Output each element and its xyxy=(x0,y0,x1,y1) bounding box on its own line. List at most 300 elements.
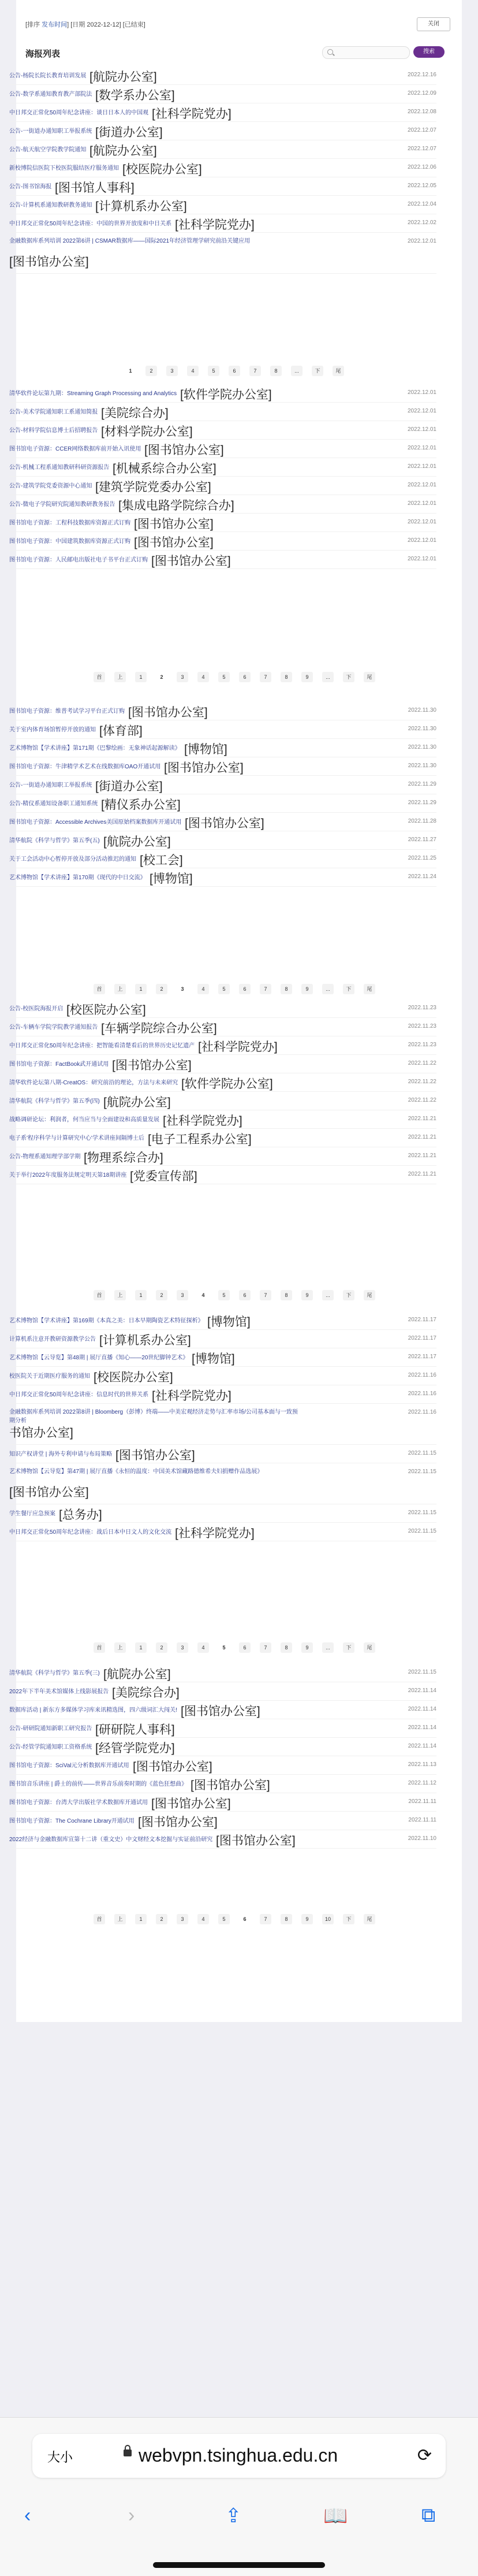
item-department: [精仪系办公室] xyxy=(101,798,181,812)
address-bar[interactable] xyxy=(32,2434,446,2478)
close-button[interactable]: 关闭 xyxy=(417,17,450,31)
list-item[interactable] xyxy=(9,551,436,569)
share-icon[interactable]: ⇪ xyxy=(225,2505,242,2527)
page-button[interactable]: 5 xyxy=(208,366,219,376)
item-title-link[interactable]: 图书馆电子资源：人民邮电出版社电子书平台正式订购 xyxy=(9,557,148,563)
item-title-link[interactable]: 中日邦交正常化50周年纪念讲座：中国的世界开放度和中日关系 xyxy=(9,221,172,227)
item-title-link[interactable]: 图书馆电子资源：中国建筑数据库资源正式订购 xyxy=(9,538,130,545)
item-title-link[interactable]: 图书馆电子资源：工程科技数据库资源正式订购 xyxy=(9,520,130,526)
page-button[interactable]: 8 xyxy=(281,1914,292,1924)
page-button[interactable]: 1 xyxy=(135,672,147,682)
page-button[interactable]: 下 xyxy=(343,672,354,682)
back-icon[interactable]: ‹ xyxy=(24,2504,31,2526)
list-item[interactable] xyxy=(9,1348,436,1367)
list-item[interactable] xyxy=(9,532,436,551)
item-date: 2022.11.15 xyxy=(408,1528,436,1534)
item-department: [博物馆] xyxy=(150,872,193,886)
item-department: [图书馆办公室] xyxy=(9,255,89,269)
item-title-link[interactable]: 公告-材料学院信息博士后招聘报告 xyxy=(9,428,98,434)
list-item[interactable] xyxy=(9,1523,436,1541)
list-item[interactable] xyxy=(9,85,436,103)
item-date: 2022.11.15 xyxy=(408,1510,436,1516)
list-item[interactable] xyxy=(9,1129,436,1147)
item-department: [博物馆] xyxy=(184,743,227,756)
item-title-link[interactable]: 公告-经管学院通知职工资格系统 xyxy=(9,1744,92,1750)
item-date: 2022.12.04 xyxy=(407,201,436,207)
item-title-link[interactable]: 艺术博物馆【学术讲座】第170期《现代的中日交流》 xyxy=(9,875,146,881)
page-button[interactable]: 1 xyxy=(135,1914,147,1924)
list-item[interactable] xyxy=(9,177,436,196)
list-item[interactable] xyxy=(9,850,436,868)
page-button[interactable]: 8 xyxy=(281,1642,292,1653)
list-item[interactable] xyxy=(9,1367,436,1385)
sort-by-publish-time-link[interactable]: 发布时间 xyxy=(42,21,68,28)
page-button[interactable]: 4 xyxy=(197,1642,209,1653)
page-button[interactable]: 2 xyxy=(156,1290,167,1300)
list-item[interactable] xyxy=(9,1738,436,1756)
item-title-link[interactable]: 公告-车辆车学院学院教学通知报告 xyxy=(9,1024,98,1031)
page-button[interactable]: 尾 xyxy=(333,366,344,376)
item-department: [图书馆办公室] xyxy=(185,817,264,830)
item-date: 2022.11.15 xyxy=(408,1469,436,1475)
list-item[interactable] xyxy=(9,1719,436,1738)
page-button[interactable]: 2 xyxy=(156,1642,167,1653)
item-date: 2022.11.14 xyxy=(408,1706,436,1712)
item-title-link[interactable]: 中日邦交正常化50周年纪念讲座：战后日本中日文人的文化交流 xyxy=(9,1529,172,1536)
item-date: 2022.11.28 xyxy=(408,818,436,824)
list-item[interactable] xyxy=(9,1036,436,1055)
item-department: [经管学院党办] xyxy=(95,1742,175,1755)
item-department: [航院办公室] xyxy=(103,835,171,849)
list-item[interactable] xyxy=(9,1385,436,1404)
list-item[interactable] xyxy=(9,1404,436,1445)
item-title-link[interactable]: 关于举行2022年度服务法规定明天第18期讲座 xyxy=(9,1172,127,1179)
item-department: [图书馆办公室] xyxy=(112,1059,192,1072)
item-title-link[interactable]: 校医院关于近期医疗服务的通知 xyxy=(9,1373,90,1380)
item-title-link[interactable]: 艺术博物馆【云导览】第48期 | 展厅直播《知心——20世纪脚钟艺术》 xyxy=(9,1355,189,1361)
item-title-link[interactable]: 电子系'程序科学与计算研究中心'学术讲座间隔博士后 xyxy=(9,1135,144,1142)
item-department: [总务办] xyxy=(59,1508,102,1522)
list-item[interactable] xyxy=(9,1445,436,1463)
page-title: 海报列表 xyxy=(25,49,61,59)
item-date: 2022.11.16 xyxy=(408,1372,436,1378)
poster-section xyxy=(9,384,436,569)
page-button[interactable]: 1 xyxy=(125,366,136,376)
item-title-link[interactable]: 公告-建筑学院党委资源中心通知 xyxy=(9,483,92,489)
list-item[interactable] xyxy=(9,196,436,214)
list-item[interactable] xyxy=(9,384,436,403)
item-date: 2022.11.14 xyxy=(408,1743,436,1749)
page-button[interactable]: ... xyxy=(322,1290,334,1300)
item-department: [体育部] xyxy=(99,724,143,738)
item-title-link[interactable]: 公告-校医院海报开启 xyxy=(9,1006,64,1012)
item-title-link[interactable]: 知识产权讲堂 | 海外专利申请与布局策略 xyxy=(9,1451,113,1458)
item-date: 2022.11.22 xyxy=(408,1097,436,1103)
item-title-link[interactable]: 公告-机械工程系通知教研科研资源报告 xyxy=(9,464,110,471)
item-title-link[interactable]: 图书馆电子资源：维普考试学习平台正式订购 xyxy=(9,708,125,715)
item-title-link[interactable]: 图书馆电子资源：台湾大学出版社学术数据库开通试用 xyxy=(9,1800,148,1806)
page-button[interactable]: 3 xyxy=(177,672,188,682)
item-title-link[interactable]: 公告-研研院通知新职工研究报告 xyxy=(9,1726,92,1732)
list-item[interactable] xyxy=(9,214,436,233)
page-button[interactable]: 尾 xyxy=(364,1290,375,1300)
page-button[interactable]: 3 xyxy=(177,1290,188,1300)
list-item[interactable] xyxy=(9,999,436,1018)
list-item[interactable] xyxy=(9,477,436,495)
list-item[interactable] xyxy=(9,1756,436,1775)
item-date: 2022.11.16 xyxy=(408,1391,436,1397)
item-date: 2022.12.06 xyxy=(407,164,436,170)
list-item[interactable] xyxy=(9,1463,436,1504)
item-department: [社科学院党办] xyxy=(175,1527,255,1540)
page-button[interactable]: 上 xyxy=(114,672,126,682)
page-button[interactable]: 8 xyxy=(281,984,292,994)
item-department: [计算机系办公室] xyxy=(95,200,187,213)
item-title-link[interactable]: 公告-一街道办通知职工举报系统 xyxy=(9,128,92,135)
list-item[interactable] xyxy=(9,720,436,739)
list-item[interactable] xyxy=(9,868,436,887)
item-department: [图书馆办公室] xyxy=(9,1486,89,1499)
page-button[interactable]: 下 xyxy=(343,1642,354,1653)
item-department: [车辆学院综合办公室] xyxy=(101,1022,217,1035)
list-item[interactable] xyxy=(9,122,436,140)
list-item[interactable] xyxy=(9,831,436,850)
item-department: [党委宣传部] xyxy=(130,1170,197,1183)
item-department: [计算机系办公室] xyxy=(99,1334,191,1347)
item-department: [图书馆办公室] xyxy=(164,761,244,775)
list-item[interactable] xyxy=(9,1073,436,1092)
pagination xyxy=(0,1288,478,1302)
list-item[interactable] xyxy=(9,514,436,532)
list-item[interactable] xyxy=(9,1147,436,1166)
item-title-link[interactable]: 图书馆电子资源：SciVal元分析数据库开通试用 xyxy=(9,1763,129,1769)
item-date: 2022.12.08 xyxy=(407,109,436,115)
page-button[interactable]: 6 xyxy=(239,1642,251,1653)
item-date: 2022.11.24 xyxy=(408,873,436,880)
page-button[interactable]: 上 xyxy=(114,1914,126,1924)
item-date: 2022.11.30 xyxy=(408,707,436,713)
item-title-link[interactable]: 图书馆电子资源：Accessible Archives美国原始档案数据库开通试用 xyxy=(9,819,182,826)
item-date: 2022.11.21 xyxy=(408,1116,436,1122)
item-title-link[interactable]: 公告-计算机系通知教研教务通知 xyxy=(9,202,92,209)
page-button[interactable]: 尾 xyxy=(364,672,375,682)
item-date: 2022.11.29 xyxy=(408,800,436,806)
page-button[interactable]: 5 xyxy=(218,1914,230,1924)
page-button[interactable]: 4 xyxy=(187,366,199,376)
item-date: 2022.11.15 xyxy=(408,1450,436,1456)
page-button[interactable]: 9 xyxy=(301,984,313,994)
item-title-link[interactable]: 图书馆电子资源：FactBook武开通试用 xyxy=(9,1061,109,1068)
page-button[interactable]: 6 xyxy=(239,672,251,682)
item-date: 2022.11.11 xyxy=(408,1798,436,1805)
item-title-link[interactable]: 学生餐厅应急预案 xyxy=(9,1511,55,1517)
item-title-link[interactable]: 公告-数学系通知教育教产部院法 xyxy=(9,91,92,98)
list-item[interactable] xyxy=(9,1793,436,1812)
page-button[interactable]: 6 xyxy=(229,366,240,376)
item-date: 2022.11.22 xyxy=(408,1079,436,1085)
page-button[interactable]: 首 xyxy=(94,984,105,994)
list-item[interactable] xyxy=(9,739,436,757)
forward-icon[interactable]: › xyxy=(128,2504,135,2526)
crumb-prefix: [排序 xyxy=(25,21,42,28)
list-item[interactable] xyxy=(9,495,436,514)
item-title-link[interactable]: 清华航院《科学与哲学》第五季(四) xyxy=(9,1098,100,1105)
filter-bar xyxy=(25,15,453,32)
list-item[interactable] xyxy=(9,1018,436,1036)
item-department: [图书馆办公室] xyxy=(134,536,214,549)
page-button[interactable]: 上 xyxy=(114,1290,126,1300)
item-date: 2022.11.15 xyxy=(408,1669,436,1675)
item-department: [街道办公室] xyxy=(95,780,163,793)
page-button[interactable]: 4 xyxy=(197,672,209,682)
item-title-link[interactable]: 图书馆电子资源：牛津精学术艺术在线数据库OAO开通试用 xyxy=(9,764,161,770)
item-department: [图书馆办公室] xyxy=(133,1760,212,1774)
page-button[interactable]: 9 xyxy=(301,1290,313,1300)
item-date: 2022.12.16 xyxy=(407,72,436,78)
page-button[interactable]: 6 xyxy=(239,984,251,994)
tabs-icon[interactable]: ⧉ xyxy=(421,2504,436,2526)
browser-toolbar xyxy=(0,2417,478,2576)
list-item[interactable] xyxy=(9,103,436,122)
item-department: [图书馆办公室] xyxy=(216,1834,296,1848)
list-item[interactable] xyxy=(9,1701,436,1719)
page-button[interactable]: 10 xyxy=(322,1914,334,1924)
reload-icon[interactable]: ⟳ xyxy=(417,2446,432,2465)
page-button[interactable]: 3 xyxy=(177,1914,188,1924)
item-title-link[interactable]: 2022经济与金融数据库宣第十二讲（重文史）中文财经文本挖掘与实证前沿研究 xyxy=(9,1837,213,1843)
reader-settings-button[interactable]: 大小 xyxy=(47,2450,73,2465)
page-button[interactable]: 5 xyxy=(218,672,230,682)
bookmarks-icon[interactable]: 📖 xyxy=(323,2505,348,2527)
page-button[interactable]: 首 xyxy=(94,1914,105,1924)
item-date: 2022.12.01 xyxy=(407,463,436,470)
page-button[interactable]: 3 xyxy=(177,1642,188,1653)
item-department: [街道办公室] xyxy=(95,126,163,139)
search-icon xyxy=(327,49,333,55)
item-department: [软件学院办公室] xyxy=(181,1077,273,1091)
page-button[interactable]: 8 xyxy=(281,1290,292,1300)
item-title-link[interactable]: 清华软件论坛第八期-CreatOS：研究前沿的理论，方法与未来研究 xyxy=(9,1080,178,1086)
page-button[interactable]: 下 xyxy=(343,1914,354,1924)
list-item[interactable] xyxy=(9,757,436,776)
item-title-link[interactable]: 公告-航天航空学院教学院通知 xyxy=(9,147,87,153)
page-button[interactable]: ... xyxy=(322,984,334,994)
item-date: 2022.12.01 xyxy=(407,500,436,507)
list-item[interactable] xyxy=(9,1166,436,1184)
item-title-link[interactable]: 中日邦交正常化50周年纪念讲座：把智能看清楚看后的世界历史记忆遗产 xyxy=(9,1043,195,1049)
poster-section xyxy=(9,702,436,887)
page-button[interactable]: ... xyxy=(291,366,303,376)
item-date: 2022.11.13 xyxy=(408,1761,436,1768)
page-button[interactable]: 下 xyxy=(312,366,323,376)
item-date: 2022.11.30 xyxy=(408,726,436,732)
list-item[interactable] xyxy=(9,702,436,720)
item-date: 2022.11.29 xyxy=(408,781,436,787)
item-title-link[interactable]: 新校博院信医院下校医院服结医疗服务通知 xyxy=(9,165,119,172)
page-button[interactable]: 7 xyxy=(260,984,271,994)
page-button[interactable]: 1 xyxy=(135,984,147,994)
item-date: 2022.11.23 xyxy=(408,1042,436,1048)
item-department: [校医院办公室] xyxy=(66,1003,146,1017)
item-title-link[interactable]: 金融数据库系列培训 2022第6讲 | CSMAR数据库——国际2021年经济管理学研究前沿关键应用 xyxy=(9,238,251,244)
page-button[interactable]: ... xyxy=(322,1642,334,1653)
list-item[interactable] xyxy=(9,1504,436,1523)
item-title-link[interactable]: 公告-精仪系通知设备职工通知系统 xyxy=(9,801,98,807)
page-button[interactable]: 3 xyxy=(166,366,178,376)
item-department: [软件学院办公室] xyxy=(180,388,272,402)
list-item[interactable] xyxy=(9,1830,436,1849)
list-item[interactable] xyxy=(9,403,436,421)
item-title-link[interactable]: 公告-微电子学院研究院通知教研教务报告 xyxy=(9,501,115,508)
item-title-link[interactable]: 图书馆电子资源：CCER网络数据库前开始入讯使用 xyxy=(9,446,141,452)
page-button[interactable]: 7 xyxy=(260,1290,271,1300)
item-title-link[interactable]: 艺术博物馆【云导览】第47期 | 展厅直播《永恒的温度：中国美术馆藏路德维希夫妇捐赠作品选展》 xyxy=(9,1469,263,1475)
page-button[interactable]: 3 xyxy=(177,984,188,994)
item-title-link[interactable]: 计算机系注意开教研资源教学公告 xyxy=(9,1336,96,1343)
list-item[interactable] xyxy=(9,1682,436,1701)
page-button[interactable]: 2 xyxy=(145,366,157,376)
list-item[interactable] xyxy=(9,813,436,831)
page-button[interactable]: 尾 xyxy=(364,1914,375,1924)
page-button[interactable]: 1 xyxy=(135,1290,147,1300)
page-button[interactable]: 4 xyxy=(197,1914,209,1924)
list-item[interactable] xyxy=(9,458,436,477)
item-title-link[interactable]: 金融数据库系列培训 2022第8讲 | Bloomberg（彭博）终端——中美宏观经济走势与汇率市场/公司基本面与一致预期分析 xyxy=(9,1409,298,1424)
page-button[interactable]: 2 xyxy=(156,984,167,994)
page-button[interactable]: 尾 xyxy=(364,1642,375,1653)
list-item[interactable] xyxy=(9,1664,436,1682)
item-date: 2022.11.17 xyxy=(408,1354,436,1360)
item-department: [社科学院党办] xyxy=(175,218,255,232)
list-item[interactable] xyxy=(9,794,436,813)
search-button[interactable]: 搜索 xyxy=(413,46,445,58)
page-button[interactable]: 1 xyxy=(135,1642,147,1653)
lock-icon xyxy=(124,2449,132,2456)
list-item[interactable] xyxy=(9,440,436,458)
search-box[interactable] xyxy=(322,46,410,59)
item-title-link[interactable]: 公告-物理系通知理学部学期 xyxy=(9,1154,81,1160)
item-title-link[interactable]: 清华软件论坛第九期：Streaming Graph Processing and Analytics xyxy=(9,391,177,397)
page-button[interactable]: 9 xyxy=(301,1642,313,1653)
page-button[interactable]: 6 xyxy=(239,1914,251,1924)
item-title-link[interactable]: 公告-图书馆海报 xyxy=(9,184,52,190)
item-title-link[interactable]: 公告-杨院长院长教育培训发展 xyxy=(9,73,87,79)
page-button[interactable]: 9 xyxy=(301,1914,313,1924)
item-title-link[interactable]: 公告-美术学院通知职工系通知简报 xyxy=(9,409,98,415)
page-button[interactable]: 8 xyxy=(270,366,282,376)
item-department: [校工会] xyxy=(140,854,183,867)
page-button[interactable]: 2 xyxy=(156,672,167,682)
page-button[interactable]: 5 xyxy=(218,984,230,994)
item-department: [航院办公室] xyxy=(103,1096,171,1109)
item-department: [航院办公室] xyxy=(103,1668,171,1681)
page-button[interactable]: 4 xyxy=(197,984,209,994)
list-item[interactable] xyxy=(9,1110,436,1129)
item-title-link[interactable]: 关于室内体育场馆暂停开放的通知 xyxy=(9,727,96,733)
item-title-link[interactable]: 图书馆音乐讲座 | 爵士的前传——世界音乐前奏时期的《蓝色狂想曲》 xyxy=(9,1781,188,1787)
item-title-link[interactable]: 艺术博物馆【学术讲座】第169期《本真之美：日本早期陶瓷艺术特征探析》 xyxy=(9,1318,204,1324)
page-button[interactable]: 5 xyxy=(218,1642,230,1653)
item-date: 2022.11.17 xyxy=(408,1317,436,1323)
item-title-link[interactable]: 关于工会活动中心暂停开放及部分活动推迟的通知 xyxy=(9,856,136,863)
list-item[interactable] xyxy=(9,1055,436,1073)
list-item[interactable] xyxy=(9,1330,436,1348)
url-text[interactable]: webvpn.tsinghua.edu.cn xyxy=(139,2445,338,2466)
item-department: [社科学院党办] xyxy=(198,1040,278,1054)
item-date: 2022.11.14 xyxy=(408,1724,436,1731)
item-title-link[interactable]: 中日邦交正常化50周年纪念讲座：信息时代的世界关系 xyxy=(9,1392,149,1398)
item-title-link[interactable]: 中日邦交正常化50周年纪念讲座：谈日日本人的中国观 xyxy=(9,110,149,116)
list-item[interactable] xyxy=(9,1812,436,1830)
page-button[interactable]: 首 xyxy=(94,1642,105,1653)
page-button[interactable]: 8 xyxy=(281,672,292,682)
page-button[interactable]: 5 xyxy=(218,1290,230,1300)
page-button[interactable]: 下 xyxy=(343,1290,354,1300)
item-department: [图书馆办公室] xyxy=(115,1449,195,1462)
search-input[interactable] xyxy=(335,48,407,57)
item-date: 2022.12.01 xyxy=(407,408,436,414)
page-button[interactable]: 4 xyxy=(197,1290,209,1300)
item-title-link[interactable]: 清华航院《科学与哲学》第五季(三) xyxy=(9,1670,100,1677)
poster-section xyxy=(9,1664,436,1849)
item-department: [社科学院党办] xyxy=(152,107,231,121)
item-department: [校医院办公室] xyxy=(122,163,202,176)
item-department: [图书馆办公室] xyxy=(151,1797,231,1811)
item-date: 2022.12.01 xyxy=(407,445,436,451)
pagination xyxy=(0,670,478,684)
page-button[interactable]: 尾 xyxy=(364,984,375,994)
item-title-link[interactable]: 2022年下半年美术馆媒体上线影展报告 xyxy=(9,1689,109,1695)
list-item[interactable] xyxy=(9,66,436,85)
list-item[interactable] xyxy=(9,140,436,159)
page-button[interactable]: 7 xyxy=(260,672,271,682)
item-department: [图书馆办公室] xyxy=(128,706,208,719)
page-button[interactable]: 首 xyxy=(94,1290,105,1300)
poster-section xyxy=(9,999,436,1184)
list-item[interactable] xyxy=(9,233,436,274)
item-department: [图书馆办公室] xyxy=(191,1779,270,1792)
page-button[interactable]: 上 xyxy=(114,1642,126,1653)
list-item[interactable] xyxy=(9,421,436,440)
pagination xyxy=(0,364,478,378)
page-button[interactable]: 下 xyxy=(343,984,354,994)
page-button[interactable]: 7 xyxy=(260,1914,271,1924)
list-item[interactable] xyxy=(9,1311,436,1330)
item-title-link[interactable]: 艺术博物馆【学术讲座】第171期《巴黎绘画：无象神话起源解读》 xyxy=(9,745,181,752)
list-item[interactable] xyxy=(9,1092,436,1110)
item-date: 2022.11.21 xyxy=(408,1134,436,1140)
item-title-link[interactable]: 公告-一街道办通知职工举报系统 xyxy=(9,782,92,789)
list-item[interactable] xyxy=(9,159,436,177)
page-button[interactable]: 7 xyxy=(249,366,261,376)
page-button[interactable]: 首 xyxy=(94,672,105,682)
item-date: 2022.11.10 xyxy=(408,1835,436,1842)
page-button[interactable]: ... xyxy=(322,672,334,682)
list-item[interactable] xyxy=(9,1775,436,1793)
page-button[interactable]: 7 xyxy=(260,1642,271,1653)
page-button[interactable]: 上 xyxy=(114,984,126,994)
item-title-link[interactable]: 数据库活动 | 新东方多媒体学习库来讯精选图，四六级词汇大闯关! xyxy=(9,1707,177,1713)
item-title-link[interactable]: 图书馆电子资源：The Cochrane Library开通试用 xyxy=(9,1818,135,1824)
page-button[interactable]: 9 xyxy=(301,672,313,682)
item-title-link[interactable]: 清华航院《科学与哲学》第五季(五) xyxy=(9,838,100,844)
page-button[interactable]: 2 xyxy=(156,1914,167,1924)
page-button[interactable]: 6 xyxy=(239,1290,251,1300)
item-department: [物理系综合办] xyxy=(84,1151,163,1165)
item-date: 2022.12.01 xyxy=(407,389,436,396)
item-title-link[interactable]: 战略调研论坛：利润者，何当应当与全面建设和高质量发展 xyxy=(9,1117,159,1123)
list-item[interactable] xyxy=(9,776,436,794)
